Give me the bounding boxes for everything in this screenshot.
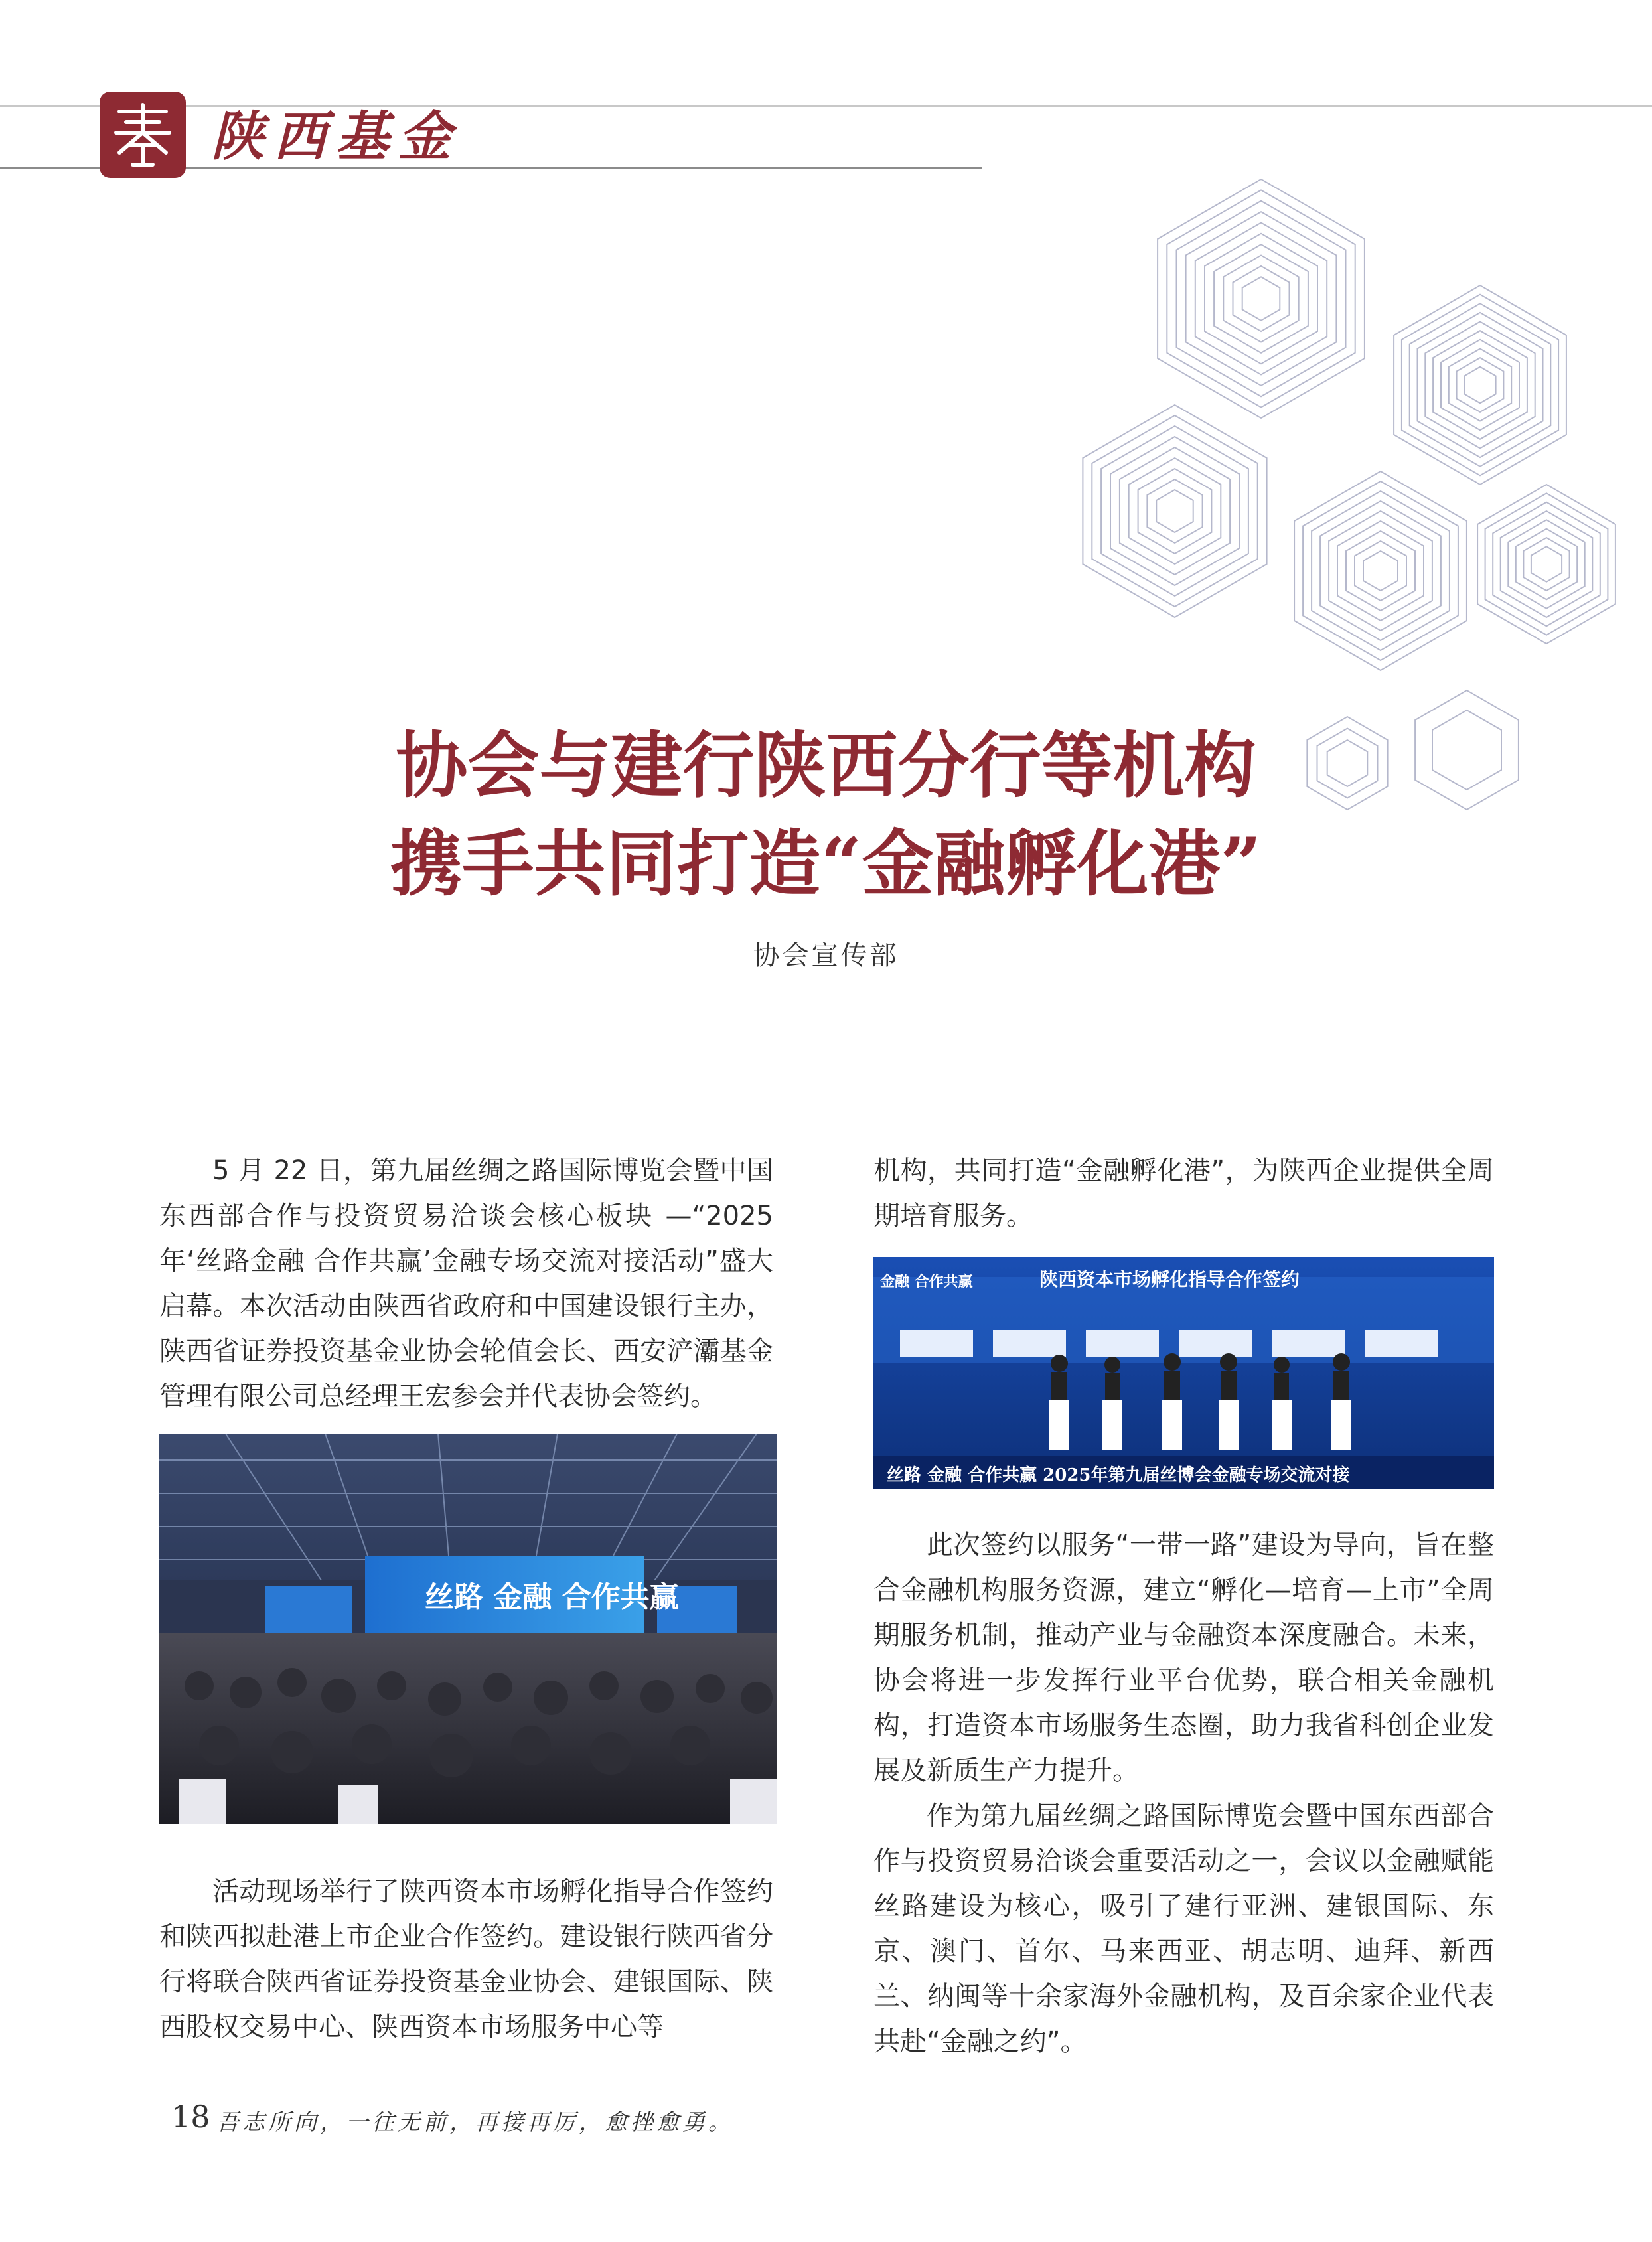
article-title xyxy=(0,717,1652,913)
paragraph-5: 作为第九届丝绸之路国际博览会暨中国东西部合作与投资贸易洽谈会重要活动之一，会议以金融赋能丝路建设为核心，吸引了建行亚洲、建银国际、东京、澳门、首尔、马来西亚、胡志明、迪拜、新西兰、纳闽等十余家海外金融机构，及百余家企业代表共赴“金融之约”。 xyxy=(873,1801,1494,2057)
page-number: 18 xyxy=(171,2099,210,2134)
paragraph-2: 活动现场举行了陕西资本市场孵化指导合作签约和陕西拟赴港上市企业合作签约。建设银行陕西省分行将联合陕西省证券投资基金业协会、建银国际、陕西股权交易中心、陕西资本市场服务中心等 xyxy=(159,1876,773,2042)
article-author: 协会宣传部 xyxy=(753,940,899,971)
article-title-line-2: 携手共同打造“金融孵化港” xyxy=(390,822,1262,906)
paragraph-3: 机构，共同打造“金融孵化港”，为陕西企业提供全周期培育服务。 xyxy=(873,1156,1494,1231)
paragraph-4: 此次签约以服务“一带一路”建设为导向，旨在整合金融机构服务资源，建立“孵化—培育—上市”全周期服务机制，推动产业与金融资本深度融合。未来，协会将进一步发挥行业平台优势，联合相关金融机构，打造资本市场服务生态圈，助力我省科创企业发展及新质生产力提升。 xyxy=(873,1530,1494,1786)
right-column xyxy=(873,1148,1494,2064)
magazine-logo xyxy=(100,92,186,178)
signing-banner-text: 陕西资本市场孵化指导合作签约 xyxy=(1039,1268,1300,1290)
conference-hall-photo xyxy=(159,1434,777,1824)
footer-slogan: 吾志所向，一往无前，再接再厉，愈挫愈勇。 xyxy=(216,2109,734,2136)
qin-seal-icon xyxy=(100,92,186,178)
signing-corner-text: 金融 合作共赢 xyxy=(880,1273,973,1290)
signing-ceremony-photo xyxy=(873,1257,1494,1489)
article-title-line-1: 协会与建行陕西分行等机构 xyxy=(396,724,1256,808)
paragraph-1: 5 月 22 日，第九届丝绸之路国际博览会暨中国东西部合作与投资贸易洽谈会核心板块 —“2025 年‘丝路金融 合作共赢’金融专场交流对接活动”盛大启幕。本次活动由陕西省政府和中国建设银行主办，陕西省证券投资基金业协会轮值会长、西安浐灞基金管理有限公司总经理王宏参会并代表协会签约。 xyxy=(159,1156,773,1412)
signing-bottom-text: 丝路 金融 合作共赢 2025年第九届丝博会金融专场交流对接 xyxy=(887,1465,1350,1485)
magazine-name: 陕西基金 xyxy=(211,105,461,167)
left-column xyxy=(159,1148,773,2050)
conference-banner-text: 丝路 金融 合作共赢 xyxy=(425,1580,679,1614)
